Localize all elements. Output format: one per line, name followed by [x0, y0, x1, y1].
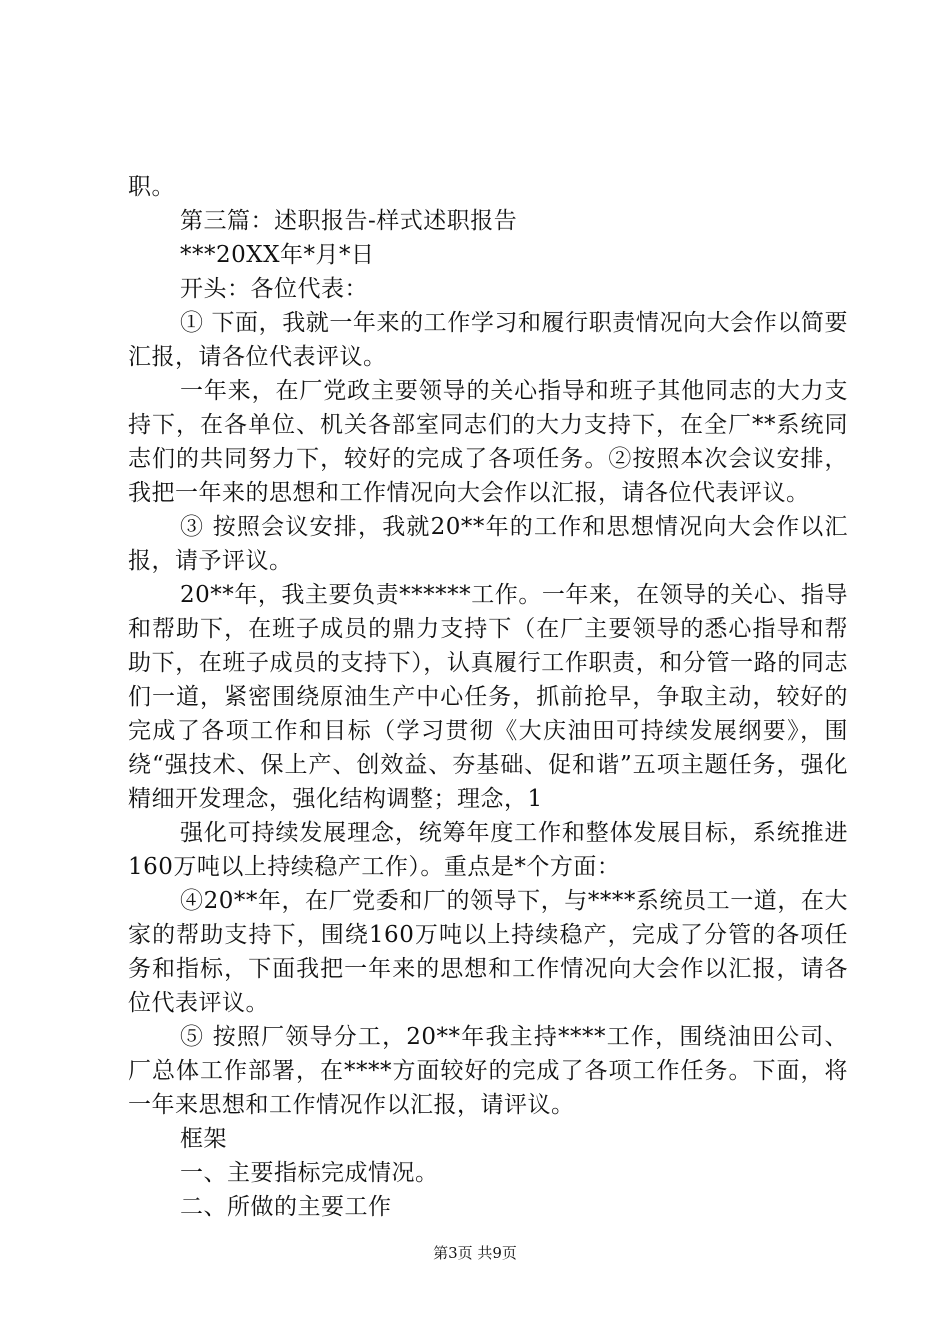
section-title: 第三篇：述职报告-样式述职报告 — [180, 208, 518, 234]
paragraph-opening-5: ⑤ 按照厂领导分工，20**年我主持****工作，围绕油田公司、厂总体工作部署，在****方面较好的完成了各项工作任务。下面，将一年来思想和工作情况作以汇报，请评议。 — [128, 1024, 848, 1118]
paragraph-opening-4: ④20**年，在厂党委和厂的领导下，与****系统员工一道，在大家的帮助支持下，围绕160万吨以上持续稳产，完成了分管的各项任务和指标，下面我把一年来的思想和工作情况向大会作以汇报，请各位代表评议。 — [128, 888, 848, 1016]
report-date: ***20XX年*月*日 — [180, 242, 375, 268]
page-footer — [0, 1242, 950, 1263]
framework-item-1: 一、主要指标完成情况。 — [180, 1160, 439, 1186]
paragraph-opening-1: ① 下面，我就一年来的工作学习和履行职责情况向大会作以简要汇报，请各位代表评议。 — [128, 310, 848, 370]
paragraph-continuation: 职。 — [128, 174, 175, 200]
paragraph-opening-3: ③ 按照会议安排，我就20**年的工作和思想情况向大会作以汇报，请予评议。 — [128, 514, 848, 574]
paragraph-opening-2: 一年来，在厂党政主要领导的关心指导和班子其他同志的大力支持下，在各单位、机关各部室同志们的大力支持下，在全厂**系统同志们的共同努力下，较好的完成了各项任务。②按照本次会议安排，我把一年来的思想和工作情况向大会作以汇报，请各位代表评议。 — [128, 378, 848, 506]
framework-heading: 框架 — [180, 1126, 227, 1152]
opening-heading: 开头：各位代表： — [180, 276, 368, 302]
document-body — [128, 170, 848, 1224]
framework-item-2: 二、所做的主要工作 — [180, 1194, 392, 1220]
paragraph-work-summary-continued: 强化可持续发展理念，统筹年度工作和整体发展目标，系统推进160万吨以上持续稳产工作）。重点是*个方面： — [128, 820, 848, 880]
paragraph-work-summary: 20**年，我主要负责******工作。一年来，在领导的关心、指导和帮助下，在班子成员的鼎力支持下（在厂主要领导的悉心指导和帮助下，在班子成员的支持下），认真履行工作职责，和分管一路的同志们一道，紧密围绕原油生产中心任务，抓前抢早，争取主动，较好的完成了各项工作和目标（学习贯彻《大庆油田可持续发展纲要》，围绕“强技术、保上产、创效益、夯基础、促和谐”五项主题任务，强化精细开发理念，强化结构调整；理念，1 — [128, 582, 848, 812]
page-number: 第3页 共9页 — [433, 1244, 517, 1262]
